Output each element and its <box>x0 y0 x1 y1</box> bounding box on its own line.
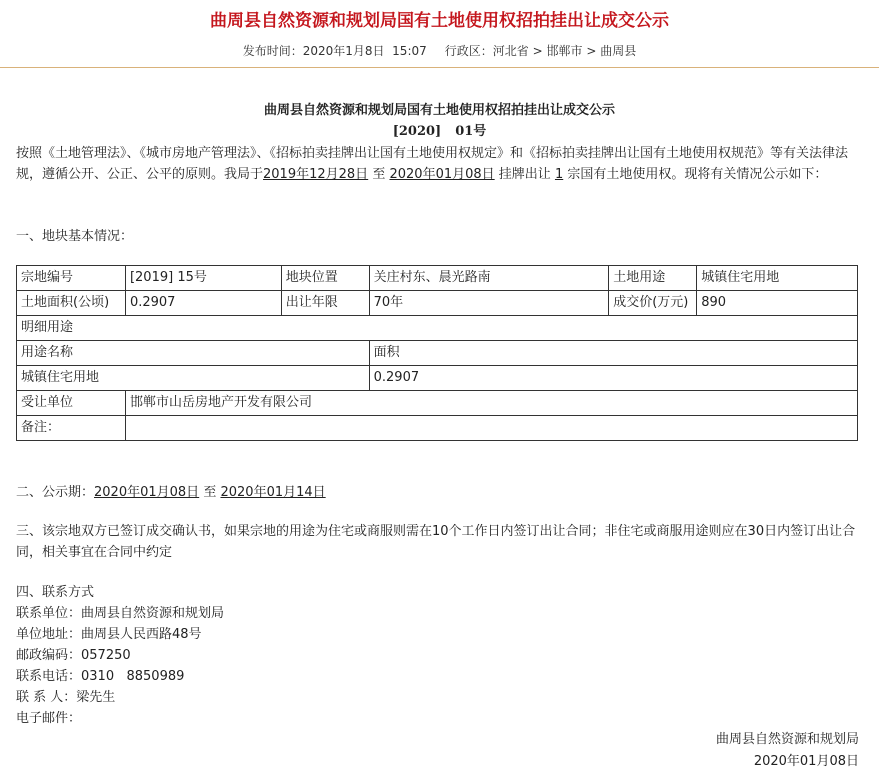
remark <box>125 416 857 441</box>
page-title: 曲周县自然资源和规划局国有土地使用权招拍挂出让成交公示 <box>210 11 669 31</box>
land-use: 城镇住宅用地 <box>697 266 858 291</box>
parcel-no: [2019] 15号 <box>125 266 281 291</box>
location-label: 地块位置 <box>281 266 369 291</box>
table-row <box>17 291 858 316</box>
contact-person: 联 系 人：梁先生 <box>16 690 116 705</box>
table-row <box>17 266 858 291</box>
parcel-no-label: 宗地编号 <box>17 266 126 291</box>
region-city-link[interactable]: 邯郸市 <box>546 44 583 58</box>
document-number-seq: 01号 <box>455 124 487 139</box>
breadcrumb-separator: > <box>586 44 597 58</box>
remark-label: 备注： <box>17 416 126 441</box>
date-from: 2019年12月28日 <box>263 167 369 182</box>
area-col-label: 面积 <box>369 341 857 366</box>
table-row <box>17 341 858 366</box>
signature-date: 2020年01月08日 <box>753 754 859 769</box>
land-use-label: 土地用途 <box>609 266 697 291</box>
section-publicity-period: 二、公示期：2020年01月08日 至 2020年01月14日 <box>16 485 326 500</box>
term-label: 出让年限 <box>281 291 369 316</box>
period-from: 2020年01月08日 <box>94 485 200 500</box>
contact-phone: 联系电话：0310 8850989 <box>16 669 185 684</box>
contact-org: 联系单位：曲周县自然资源和规划局 <box>16 606 225 621</box>
region-label: 行政区： <box>444 44 493 58</box>
section-land-info-heading: 一、地块基本情况： <box>16 229 134 244</box>
document-number-year: [2020] <box>392 124 442 139</box>
signature-org: 曲周县自然资源和规划局 <box>715 732 859 747</box>
land-info-table <box>16 265 858 441</box>
detail-use-heading: 明细用途 <box>17 316 858 341</box>
publish-time-label: 发布时间： <box>242 44 303 58</box>
header-divider <box>0 67 879 68</box>
document-title: 曲周县自然资源和规划局国有土地使用权招拍挂出让成交公示 <box>263 103 615 118</box>
price-label: 成交价(万元) <box>609 291 697 316</box>
intro-paragraph: 按照《土地管理法》、《城市房地产管理法》、《招标拍卖挂牌出让国有土地使用权规定》和《招标拍卖挂牌出让国有土地使用权规范》等有关法律法规，遵循公开、公正、公平的原则。我局于2019年12月28日 至 2020年01月08日 挂牌出让 1 宗国有土地使用权。现将有关情况公示如下： <box>16 146 849 182</box>
price: 890 <box>697 291 858 316</box>
use-name-label: 用途名称 <box>17 341 370 366</box>
area: 0.2907 <box>125 291 281 316</box>
assignee: 邯郸市山岳房地产开发有限公司 <box>125 391 857 416</box>
period-to: 2020年01月14日 <box>220 485 326 500</box>
table-row <box>17 416 858 441</box>
date-to: 2020年01月08日 <box>389 167 495 182</box>
region-county-link[interactable]: 曲周县 <box>600 44 637 58</box>
contact-email: 电子邮件： <box>16 711 82 726</box>
detail-area: 0.2907 <box>369 366 857 391</box>
table-row <box>17 391 858 416</box>
section-contract-note: 三、该宗地双方已签订成交确认书，如果宗地的用途为住宅或商服则需在10个工作日内签订出让合同；非住宅或商服用途则应在30日内签订出让合同，相关事宜在合同中约定 <box>16 524 856 560</box>
region-province-link[interactable]: 河北省 <box>492 44 529 58</box>
contact-postcode: 邮政编码：057250 <box>16 648 131 663</box>
location: 关庄村东、晨光路南 <box>369 266 609 291</box>
table-row <box>17 366 858 391</box>
publish-time: 2020年1月8日 15:07 <box>302 44 427 58</box>
contact-address: 单位地址：曲周县人民西路48号 <box>16 627 202 642</box>
assignee-label: 受让单位 <box>17 391 126 416</box>
publish-meta <box>0 43 879 59</box>
parcel-count: 1 <box>554 167 564 182</box>
detail-use: 城镇住宅用地 <box>17 366 370 391</box>
document-number <box>0 123 879 141</box>
term: 70年 <box>369 291 609 316</box>
section-contact-heading: 四、联系方式 <box>16 585 95 600</box>
breadcrumb-separator: > <box>532 44 543 58</box>
area-label: 土地面积(公顷) <box>17 291 126 316</box>
table-row <box>17 316 858 341</box>
